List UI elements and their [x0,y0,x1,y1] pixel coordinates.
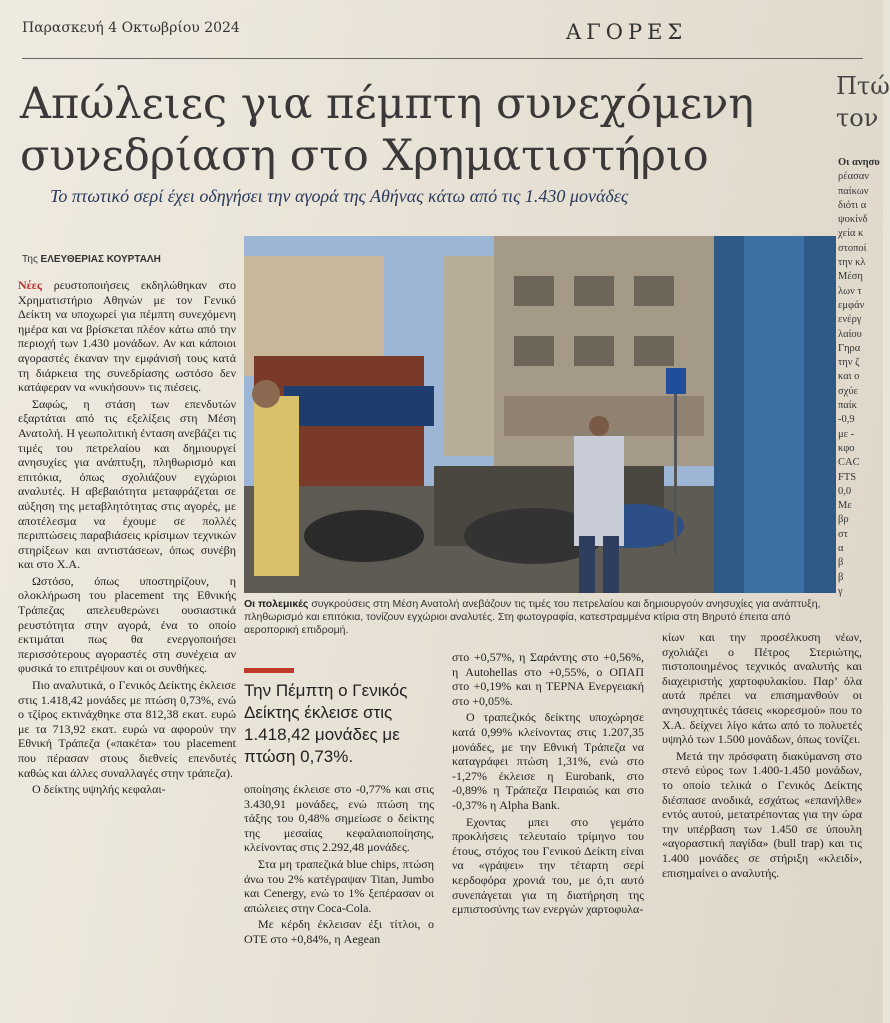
side-article-line: β [838,557,844,569]
side-article-line: FTS [838,471,857,483]
article-column-2 [244,782,434,949]
photo-illustration [244,236,836,593]
side-article-column [838,156,883,599]
paragraph: στο +0,57%, η Σαράντης στο +0,56%, η Autohellas στο +0,55%, ο ΟΠΑΠ στο +0,19% και η ΤΕΡΝΑ Ενεργειακή στο +0,05%. [452,650,644,708]
side-article-line: την ζ [838,357,860,369]
headline-line-2: συνεδρίαση στο Χρηματιστήριο [20,131,709,181]
paragraph: Σαφώς, η στάση των επενδυτών εξαρτάται από τις εξελίξεις στη Μέση Ανατολή. Η γεωπολιτική ένταση ανεβάζει τις τιμές του πετρελαίου και δημιουργεί ανησυχίες για ανάπτυξη, πληθωρισμό και επιτόκια, όπως σχολιάζουν εγχώριοι αναλυτές. Η αβεβαιότητα μεταφράζεται σε αύξηση της μεταβλητότητας στις αγορές, με αποτέλεσμα να έχουμε σε πολλές περιπτώσεις παραβιάσεις κρίσιμων τεχνικών στηρίξεων και αντιστάσεων, όπως συνέβη και στο Χ.Α. [18,396,236,572]
side-article-line: ρέασαν [838,171,870,183]
paragraph: Με κέρδη έκλεισαν έξι τίτλοι, ο ΟΤΕ στο +0,84%, η Aegean [244,917,434,946]
side-article-line: βρ [838,514,849,526]
side-article-line: 0,0 [838,485,852,497]
pull-quote: Την Πέμπτη ο Γενικός Δείκτης έκλεισε στις 1.418,42 μονάδες με πτώση 0,73%. [244,681,408,766]
paragraph: Στα μη τραπεζικά blue chips, πτώση άνω του 2% κατέγραψαν Titan, Jumbo και Cenergy, ενώ το 1% ξεπέρασαν οι απώλειες στην Coca-Cola. [244,856,434,915]
caption-lead: Οι πολεμικές [244,598,309,610]
article-column-1 [18,278,236,799]
headline-line-1: Απώλειες για πέμπτη συνεχόμενη [20,79,755,129]
paragraph: Ωστόσο, όπως υποστηρίζουν, η ολοκλήρωση του placement της Εθνικής Τράπεζας απελευθερώνει ουσιαστικά ρευστότητα στην αγορά, ένα το οποίο εκτιμάται πως θα ενεργοποιήσει περισσότερους αγοραστές στη συνέχεια αν φυσικά το επιτρέψουν και οι συνθήκες. [18,573,236,676]
article-column-4 [662,630,862,882]
side-article-line: γ [838,585,843,597]
side-article-line: παίκ [838,400,857,412]
side-article-line: την κλ [838,257,866,269]
paragraph: Νέες ρευστοποιήσεις εκδηλώθηκαν στο Χρηματιστήριο Αθηνών με τον Γενικό Δείκτη να υποχωρεί για πέμπτη συνεχόμενη ημέρα και να βρίσκεται πλέον κάτω από την περιοχή των 1.430 μονάδων. Αν και κάποιοι αγοραστές έκαναν την εμφάνισή τους κατά τη διάρκεια της συνεδρίασης ωστόσο δεν κατάφεραν να «νικήσουν» τις πιέσεις. [18,278,237,395]
paragraph: οποίησης έκλεισε στο -0,77% και στις 3.430,91 μονάδες, ενώ πτώση της τάξης του 0,48% σημείωσε ο δείκτης της μεσαίας κεφαλαιοποίησης, κλείνοντας στις 2.292,48 μονάδες. [244,782,434,855]
side-article-line: χεία κ [838,228,864,240]
side-article-line: Μέση [838,271,863,283]
byline-author: ΕΛΕΥΘΕΡΙΑΣ ΚΟΥΡΤΑΛΗ [40,254,161,265]
paragraph: Ο δείκτης υψηλής κεφαλαι- [32,782,166,797]
side-article-line: στ [838,528,848,540]
lead-word: Νέες [18,278,42,292]
side-article-line: β [838,571,844,583]
issue-date: Παρασκευή 4 Οκτωβρίου 2024 [22,20,240,36]
side-article-line: α [838,543,844,555]
side-article-line: κφο [838,442,855,454]
paragraph: Πιο αναλυτικά, ο Γενικός Δείκτης έκλεισε στις 1.418,42 μονάδες με πτώση 0,73%, ενώ ο τζίρος εκτινάχθηκε στα 812,38 εκατ. ευρώ με τα 713,92 εκατ. ευρώ να αφορούν την Εθνική Τράπεζα («πακέτα» του placement που πέρασαν στους διεθνείς επενδυτές καθώς και άλλες συναλλαγές στην τράπεζα). [18,678,236,780]
side-article-headline: Πτώ τον [836,72,890,132]
article-subtitle: Το πτωτικό σερί έχει οδηγήσει την αγορά της Αθήνας κάτω από τις 1.430 μονάδες [50,186,629,206]
side-article-line: λων τ [838,285,862,297]
paragraph: Μετά την πρόσφατη διακύμανση στο στενό εύρος των 1.400-1.450 μονάδων, το οποίο τελικά ο Γενικός Δείκτης διέσπασε ανοδικά, εσχάτως «επανήλθε» εντός αυτού, μετατρέποντας για την ώρα την υπέρβαση των 1.450 σε ύπουλη «αγοραστική παγίδα» (bull trap) και τις 1.400 μονάδες σε στήριξη «κλειδί», επισημαίνει ο αναλυτής. [662,748,862,880]
side-article-line: παίκων [838,185,869,197]
pull-quote-rule [244,668,294,673]
article-column-3 [452,650,644,919]
side-article-line: σχύε [838,385,858,397]
side-article-line: ενέργ [838,314,862,326]
side-article-line: Με [838,500,852,512]
side-article-line: διότι α [838,199,867,211]
paragraph: Ο τραπεζικός δείκτης υποχώρησε κατά 0,99% κλείνοντας στις 1.207,35 μονάδες, με την Εθνική Τράπεζα να καταγράφει πτώση 1,31%, ενώ στο -1,27% έκλεισε η Eurobank, στο -0,89% η Τράπεζα Πειραιώς και στο -0,37% η Alpha Bank. [452,710,644,812]
side-article-line: -0,9 [838,414,855,426]
side-article-line: λαίου [838,328,862,340]
side-article-line: Οι ανησυ [838,157,880,168]
byline-prefix: Της [22,254,38,265]
side-article-line: με - [838,428,855,440]
paragraph: κίων και την προσέλκυση νέων, σχολιάζει ο Πέτρος Στεριώτης, πιστοποιημένος τεχνικός αναλυτής και διαχειριστής χαρτοφυλακίου. Παρ’ όλα αυτά πρέπει να επισημανθούν οι ανησυχητικές τάσεις «κορεσμού» που το Χ.Α. δείχνει λίγο κάτω από το πολυετές υψηλό των 1.500 μονάδων, όπως τονίζει. [662,630,862,747]
beirut-street-photo [244,236,836,593]
caption-text: συγκρούσεις στη Μέση Ανατολή ανεβάζουν τις τιμές του πετρελαίου και δημιουργούν ανησυχίες για ανάπτυξη, πληθωρισμό και επιτόκια, τονίζουν εγχώριοι αναλυτές. Στη φωτογραφία, κατεστραμμένα κτίρια στη Βηρυτό έπειτα από αεροπορική επιδρομή. [244,598,821,636]
paragraph: Εχοντας μπει στο γεμάτο προκλήσεις τελευταίο τρίμηνο του έτους, στόχος του Γενικού Δείκτη είναι να «γράψει» την τέταρτη σερί κερδοφόρα χρονιά του, με ό,τι αυτό συνεπάγεται για τη διατήρηση της εμπιστοσύνης των ενεργών χαρτοφυλα- [452,814,644,917]
side-article-line: και ο [838,371,860,383]
side-article-line: στοποί [838,242,867,254]
section-name: ΑΓΟΡΕΣ [566,20,688,44]
header-rule [22,58,863,59]
side-article-line: CAC [838,457,860,469]
side-article-line: Γηρα [838,342,861,354]
side-article-line: ψοκίνδ [838,214,868,226]
byline [22,254,161,265]
side-article-line: εμφάν [838,299,865,311]
article-headline [20,78,820,182]
